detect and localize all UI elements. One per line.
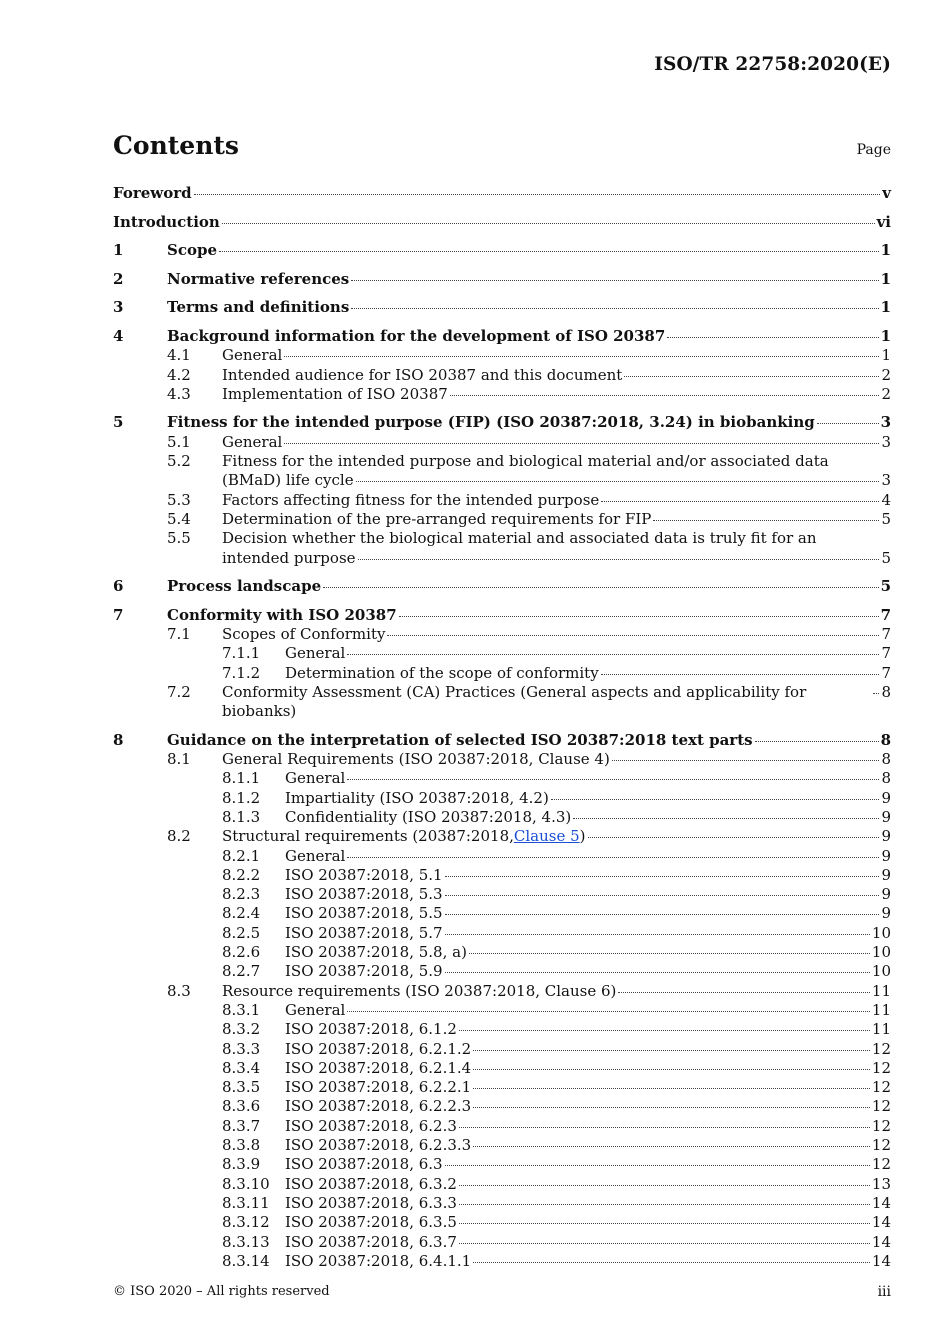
toc-entry-title: Introduction bbox=[113, 212, 220, 231]
toc-entry[interactable] bbox=[113, 1059, 891, 1078]
dot-leader bbox=[459, 1030, 870, 1031]
toc-entry-number: 8.3.13 bbox=[222, 1232, 270, 1251]
toc-entry-page: 9 bbox=[881, 865, 891, 884]
toc-entry-number: 8.3.6 bbox=[222, 1097, 261, 1116]
toc-entry-number: 8.3 bbox=[167, 981, 191, 1000]
toc-entry[interactable] bbox=[113, 327, 891, 346]
toc-entry-number: 8.1.2 bbox=[222, 788, 261, 807]
toc-entry-number: 8.2 bbox=[167, 827, 191, 846]
toc-entry[interactable] bbox=[113, 413, 891, 432]
toc-entry-page: 9 bbox=[881, 885, 891, 904]
toc-entry-page: 8 bbox=[880, 730, 891, 749]
dot-leader bbox=[469, 953, 870, 954]
toc-entry-title: Fitness for the intended purpose and biological material and/or associated data bbox=[222, 452, 829, 471]
toc-entry-page: 4 bbox=[881, 490, 891, 509]
toc-group-gap bbox=[113, 203, 891, 212]
toc-entry-number: 8.1.1 bbox=[222, 769, 261, 788]
toc-entry-title: Normative references bbox=[167, 269, 350, 288]
toc-entry-number: 7.1.1 bbox=[222, 644, 261, 663]
toc-entry-title: ISO 20387:2018, 6.1.2 bbox=[285, 1020, 457, 1039]
toc-entry-page: 11 bbox=[871, 1020, 891, 1039]
toc-entry-title: Background information for the development of ISO 20387 bbox=[167, 326, 666, 345]
toc-group-gap bbox=[113, 568, 891, 577]
toc-group-gap bbox=[113, 232, 891, 241]
toc-entry-title: General bbox=[222, 346, 283, 365]
toc-entry-page: 1 bbox=[880, 298, 891, 317]
dot-leader bbox=[284, 443, 879, 444]
dot-leader bbox=[459, 1204, 870, 1205]
contents-title: Contents bbox=[113, 131, 240, 160]
dot-leader bbox=[445, 1165, 870, 1166]
dot-leader bbox=[347, 654, 879, 655]
dot-leader bbox=[347, 779, 879, 780]
toc-entry[interactable] bbox=[113, 885, 891, 904]
dot-leader bbox=[653, 520, 879, 521]
toc-entry-number: 5.1 bbox=[167, 432, 191, 451]
toc-entry-title-continued: intended purpose bbox=[222, 548, 356, 567]
dot-leader bbox=[612, 760, 880, 761]
toc-entry-title: ISO 20387:2018, 6.3.7 bbox=[285, 1232, 457, 1251]
toc-entry-page: 2 bbox=[881, 384, 891, 403]
toc-entry[interactable] bbox=[113, 241, 891, 260]
toc-entry-number: 8.3.1 bbox=[222, 1000, 261, 1019]
toc-entry-title: General Requirements (ISO 20387:2018, Clause 4) bbox=[222, 750, 610, 769]
toc-entry-number: 7.1.2 bbox=[222, 663, 261, 682]
dot-leader bbox=[459, 1185, 870, 1186]
dot-leader bbox=[817, 423, 879, 424]
toc-entry-page: 3 bbox=[881, 432, 891, 451]
document-id: ISO/TR 22758:2020(E) bbox=[654, 54, 891, 75]
toc-entry[interactable] bbox=[113, 1097, 891, 1116]
dot-leader bbox=[445, 914, 880, 915]
toc-entry-title: Resource requirements (ISO 20387:2018, Clause 6) bbox=[222, 981, 617, 1000]
toc-entry-number: 8.1 bbox=[167, 750, 191, 769]
toc-entry-title: ISO 20387:2018, 6.3 bbox=[285, 1155, 443, 1174]
dot-leader bbox=[473, 1146, 870, 1147]
toc-entry-title: Determination of the pre-arranged requirements for FIP bbox=[222, 509, 652, 528]
toc-entry-page: 10 bbox=[871, 943, 891, 962]
toc-entry-number: 7 bbox=[113, 605, 124, 624]
toc-entry[interactable] bbox=[113, 385, 891, 404]
toc-entry-title: Foreword bbox=[113, 184, 192, 202]
toc-entry-page: 12 bbox=[871, 1039, 891, 1058]
dot-leader bbox=[219, 251, 879, 252]
toc-entry-number: 8.3.2 bbox=[222, 1020, 261, 1039]
toc-entry-number: 5.5 bbox=[167, 529, 191, 548]
toc-entry[interactable] bbox=[113, 866, 891, 885]
toc-entry-number: 8.2.3 bbox=[222, 885, 261, 904]
toc-entry-title: General bbox=[285, 644, 346, 663]
toc-entry[interactable] bbox=[113, 808, 891, 827]
toc-entry-number: 6 bbox=[113, 577, 124, 596]
toc-entry-page: 10 bbox=[871, 923, 891, 942]
toc-entry[interactable] bbox=[113, 943, 891, 962]
toc-entry-page: 7 bbox=[881, 625, 891, 644]
toc-entry-title: Scopes of Conformity bbox=[222, 625, 386, 644]
toc-entry-title-continued: (BMaD) life cycle bbox=[222, 471, 354, 490]
toc-entry-number: 8.2.1 bbox=[222, 846, 261, 865]
toc-entry-page: 14 bbox=[871, 1193, 891, 1212]
toc-entry-page: 9 bbox=[881, 904, 891, 923]
dot-leader bbox=[399, 616, 879, 617]
dot-leader bbox=[387, 635, 879, 636]
toc-entry[interactable] bbox=[113, 827, 891, 846]
toc-entry[interactable] bbox=[113, 298, 891, 317]
toc-group-gap bbox=[113, 260, 891, 269]
toc-group-gap bbox=[113, 318, 891, 327]
toc-entry-number: 7.2 bbox=[167, 682, 191, 701]
toc-entry[interactable] bbox=[113, 213, 891, 232]
toc-entry-page: 12 bbox=[871, 1116, 891, 1135]
dot-leader bbox=[356, 481, 880, 482]
toc-group-gap bbox=[113, 722, 891, 731]
toc-entry-page: 12 bbox=[871, 1058, 891, 1077]
toc-entry[interactable] bbox=[113, 510, 891, 529]
dot-leader bbox=[445, 876, 880, 877]
toc-entry-number: 8.3.7 bbox=[222, 1116, 261, 1135]
toc-entry-number: 8.3.5 bbox=[222, 1078, 261, 1097]
toc-entry-page: 7 bbox=[881, 663, 891, 682]
toc-entry-title: ISO 20387:2018, 6.3.3 bbox=[285, 1193, 457, 1212]
dot-leader bbox=[450, 395, 880, 396]
toc-entry-title: ISO 20387:2018, 5.8, a) bbox=[285, 943, 467, 962]
toc-entry-number: 8.3.9 bbox=[222, 1155, 261, 1174]
toc-entry-title: ISO 20387:2018, 6.3.2 bbox=[285, 1174, 457, 1193]
toc-entry-page: 13 bbox=[871, 1174, 891, 1193]
toc-entry-title: General bbox=[285, 769, 346, 788]
toc-entry[interactable] bbox=[113, 1040, 891, 1059]
toc-entry[interactable] bbox=[113, 1233, 891, 1252]
toc-entry-title: Fitness for the intended purpose (FIP) (ISO 20387:2018, 3.24) in biobanking bbox=[167, 413, 815, 432]
toc-entry-number: 7.1 bbox=[167, 625, 191, 644]
toc-entry-title: ISO 20387:2018, 6.2.2.1 bbox=[285, 1078, 472, 1097]
toc-entry-title: ISO 20387:2018, 6.4.1.1 bbox=[285, 1251, 472, 1270]
toc-entry-number: 2 bbox=[113, 269, 124, 288]
dot-leader bbox=[473, 1088, 870, 1089]
toc-entry-title: Decision whether the biological material and associated data is truly fit for an bbox=[222, 529, 817, 548]
toc-entry-number: 5 bbox=[113, 413, 124, 432]
toc-entry[interactable] bbox=[113, 750, 891, 769]
toc-entry-title: ISO 20387:2018, 6.2.1.4 bbox=[285, 1058, 472, 1077]
toc-entry-title: Conformity with ISO 20387 bbox=[167, 605, 397, 624]
toc-entry-page: 11 bbox=[871, 1000, 891, 1019]
toc-entry[interactable] bbox=[113, 683, 891, 722]
toc-entry-page: 2 bbox=[881, 365, 891, 384]
toc-entry-number: 8.2.7 bbox=[222, 962, 261, 981]
dot-leader bbox=[445, 934, 870, 935]
toc-entry-number: 8 bbox=[113, 730, 124, 749]
toc-entry-page: 12 bbox=[871, 1155, 891, 1174]
toc-entry-title: General bbox=[222, 432, 283, 451]
toc-entry-title: ISO 20387:2018, 6.2.1.2 bbox=[285, 1039, 472, 1058]
dot-leader bbox=[755, 741, 879, 742]
toc-entry-title: Determination of the scope of conformity bbox=[285, 663, 599, 682]
dot-leader bbox=[473, 1050, 870, 1051]
toc-entry-title: ISO 20387:2018, 5.7 bbox=[285, 923, 443, 942]
toc-entry-title: Impartiality (ISO 20387:2018, 4.2) bbox=[285, 788, 549, 807]
dot-leader bbox=[459, 1127, 870, 1128]
toc-entry-page: 12 bbox=[871, 1078, 891, 1097]
toc-entry-title: ISO 20387:2018, 5.5 bbox=[285, 904, 443, 923]
toc-entry[interactable] bbox=[113, 769, 891, 788]
dot-leader bbox=[588, 837, 880, 838]
toc-entry[interactable] bbox=[113, 644, 891, 663]
toc-entry[interactable] bbox=[113, 664, 891, 683]
toc-group-gap bbox=[113, 404, 891, 413]
dot-leader bbox=[445, 895, 880, 896]
toc-entry-page: 12 bbox=[871, 1136, 891, 1155]
table-of-contents bbox=[113, 184, 891, 1271]
footer-page-number: iii bbox=[877, 1284, 891, 1300]
toc-entry-page: 3 bbox=[880, 413, 891, 432]
dot-leader bbox=[473, 1262, 870, 1263]
toc-entry[interactable] bbox=[113, 1001, 891, 1020]
toc-entry-title: Guidance on the interpretation of selected ISO 20387:2018 text parts bbox=[167, 730, 753, 749]
toc-entry-title: ISO 20387:2018, 6.2.3.3 bbox=[285, 1136, 472, 1155]
toc-entry-title: Confidentiality (ISO 20387:2018, 4.3) bbox=[285, 807, 572, 826]
toc-entry[interactable] bbox=[113, 847, 891, 866]
footer-copyright: © ISO 2020 – All rights reserved bbox=[113, 1284, 330, 1299]
toc-entry[interactable] bbox=[113, 577, 891, 596]
page-column-label: Page bbox=[856, 142, 891, 158]
dot-leader bbox=[473, 1069, 870, 1070]
toc-entry-number: 3 bbox=[113, 298, 124, 317]
dot-leader bbox=[445, 972, 870, 973]
toc-entry-page: 8 bbox=[881, 769, 891, 788]
toc-entry-title-suffix: ) bbox=[579, 827, 586, 846]
toc-entry-title: ISO 20387:2018, 5.9 bbox=[285, 962, 443, 981]
dot-leader bbox=[347, 1011, 870, 1012]
toc-entry-title: General bbox=[285, 846, 346, 865]
toc-entry-page: v bbox=[882, 184, 891, 202]
dot-leader bbox=[601, 674, 880, 675]
toc-entry-page: 5 bbox=[881, 509, 891, 528]
toc-entry-page: 5 bbox=[880, 577, 891, 596]
toc-entry-number: 5.3 bbox=[167, 490, 191, 509]
toc-entry-page: 5 bbox=[881, 548, 891, 567]
toc-entry-number: 8.2.5 bbox=[222, 923, 261, 942]
toc-entry-number: 8.3.11 bbox=[222, 1193, 270, 1212]
toc-entry-page: 10 bbox=[871, 962, 891, 981]
dot-leader bbox=[194, 194, 881, 195]
toc-entry-number: 8.2.6 bbox=[222, 943, 261, 962]
toc-entry[interactable] bbox=[113, 346, 891, 365]
dot-leader bbox=[459, 1243, 870, 1244]
toc-entry[interactable] bbox=[113, 1155, 891, 1174]
toc-entry-page: 8 bbox=[881, 750, 891, 769]
toc-entry-page: 9 bbox=[881, 827, 891, 846]
toc-entry-page: vi bbox=[876, 212, 891, 231]
dot-leader bbox=[358, 559, 880, 560]
toc-entry-number: 4.3 bbox=[167, 384, 191, 403]
toc-entry[interactable] bbox=[113, 982, 891, 1001]
toc-entry-number: 8.1.3 bbox=[222, 807, 261, 826]
toc-entry-page: 1 bbox=[880, 241, 891, 260]
dot-leader bbox=[323, 587, 878, 588]
toc-entry[interactable] bbox=[113, 904, 891, 923]
dot-leader bbox=[573, 818, 879, 819]
toc-entry[interactable] bbox=[113, 452, 891, 491]
toc-entry[interactable] bbox=[113, 1175, 891, 1194]
dot-leader bbox=[284, 356, 879, 357]
toc-entry-number: 8.3.12 bbox=[222, 1213, 270, 1232]
toc-entry-title: ISO 20387:2018, 5.3 bbox=[285, 885, 443, 904]
dot-leader bbox=[473, 1107, 870, 1108]
toc-entry-title: Structural requirements (20387:2018, bbox=[222, 827, 514, 846]
toc-entry-page: 9 bbox=[881, 788, 891, 807]
toc-entry-number: 8.2.4 bbox=[222, 904, 261, 923]
toc-entry[interactable] bbox=[113, 1252, 891, 1271]
toc-entry-title: Intended audience for ISO 20387 and this document bbox=[222, 365, 623, 384]
toc-entry-page: 11 bbox=[871, 981, 891, 1000]
dot-leader bbox=[624, 376, 879, 377]
toc-entry[interactable] bbox=[113, 270, 891, 289]
toc-entry[interactable] bbox=[113, 731, 891, 750]
toc-entry[interactable] bbox=[113, 625, 891, 644]
toc-entry-number: 8.3.8 bbox=[222, 1136, 261, 1155]
dot-leader bbox=[351, 280, 878, 281]
toc-entry-title: Scope bbox=[167, 241, 218, 260]
toc-entry-page: 9 bbox=[881, 846, 891, 865]
dot-leader bbox=[551, 799, 880, 800]
toc-group-gap bbox=[113, 289, 891, 298]
toc-entry-title: Terms and definitions bbox=[167, 298, 350, 317]
toc-entry-page: 1 bbox=[880, 269, 891, 288]
toc-entry-page: 14 bbox=[871, 1213, 891, 1232]
toc-entry-title: ISO 20387:2018, 5.1 bbox=[285, 865, 443, 884]
toc-entry[interactable] bbox=[113, 1020, 891, 1039]
toc-entry[interactable] bbox=[113, 789, 891, 808]
toc-entry-number: 4.2 bbox=[167, 365, 191, 384]
toc-entry[interactable] bbox=[113, 433, 891, 452]
toc-entry-title: Conformity Assessment (CA) Practices (General aspects and applicability for biobanks) bbox=[222, 682, 807, 721]
toc-entry-title: ISO 20387:2018, 6.2.3 bbox=[285, 1116, 457, 1135]
toc-entry-page: 14 bbox=[871, 1232, 891, 1251]
toc-entry-page: 12 bbox=[871, 1097, 891, 1116]
toc-entry-title: ISO 20387:2018, 6.2.2.3 bbox=[285, 1097, 472, 1116]
toc-group-gap bbox=[113, 596, 891, 605]
clause-link[interactable]: Clause 5 bbox=[513, 827, 580, 846]
toc-entry[interactable] bbox=[113, 366, 891, 385]
toc-entry[interactable] bbox=[113, 924, 891, 943]
toc-entry-title: Factors affecting fitness for the intended purpose bbox=[222, 490, 600, 509]
toc-entry-page: 1 bbox=[880, 326, 891, 345]
toc-entry-number: 5.2 bbox=[167, 452, 191, 471]
toc-entry[interactable] bbox=[113, 1136, 891, 1155]
toc-entry-title: Implementation of ISO 20387 bbox=[222, 384, 448, 403]
toc-entry-number: 8.2.2 bbox=[222, 865, 261, 884]
toc-entry[interactable] bbox=[113, 491, 891, 510]
dot-leader bbox=[459, 1223, 870, 1224]
dot-leader bbox=[351, 308, 878, 309]
toc-entry[interactable] bbox=[113, 1078, 891, 1097]
toc-entry[interactable] bbox=[113, 1194, 891, 1213]
dot-leader bbox=[667, 337, 878, 338]
toc-entry[interactable] bbox=[113, 1213, 891, 1232]
toc-entry-number: 8.3.3 bbox=[222, 1039, 261, 1058]
toc-entry-page: 7 bbox=[880, 605, 891, 624]
toc-entry[interactable] bbox=[113, 606, 891, 625]
toc-entry-page: 14 bbox=[871, 1251, 891, 1270]
toc-entry-title: General bbox=[285, 1000, 346, 1019]
dot-leader bbox=[347, 857, 879, 858]
dot-leader bbox=[601, 501, 879, 502]
toc-entry-title: Process landscape bbox=[167, 577, 322, 596]
dot-leader bbox=[222, 223, 875, 224]
toc-entry[interactable] bbox=[113, 1117, 891, 1136]
toc-entry[interactable] bbox=[113, 184, 891, 203]
toc-entry-page: 3 bbox=[881, 471, 891, 490]
toc-entry[interactable] bbox=[113, 529, 891, 568]
toc-entry[interactable] bbox=[113, 962, 891, 981]
toc-entry-title: ISO 20387:2018, 6.3.5 bbox=[285, 1213, 457, 1232]
toc-entry-number: 1 bbox=[113, 241, 124, 260]
dot-leader bbox=[618, 992, 870, 993]
dot-leader bbox=[873, 693, 879, 694]
toc-entry-number: 8.3.10 bbox=[222, 1174, 270, 1193]
toc-entry-page: 9 bbox=[881, 807, 891, 826]
toc-entry-page: 7 bbox=[881, 644, 891, 663]
toc-entry-number: 4 bbox=[113, 326, 124, 345]
toc-entry-number: 5.4 bbox=[167, 509, 191, 528]
toc-entry-number: 8.3.14 bbox=[222, 1251, 270, 1270]
toc-entry-number: 4.1 bbox=[167, 346, 191, 365]
toc-entry-page: 1 bbox=[881, 346, 891, 365]
toc-entry-number: 8.3.4 bbox=[222, 1058, 261, 1077]
toc-entry-page: 8 bbox=[881, 682, 891, 701]
